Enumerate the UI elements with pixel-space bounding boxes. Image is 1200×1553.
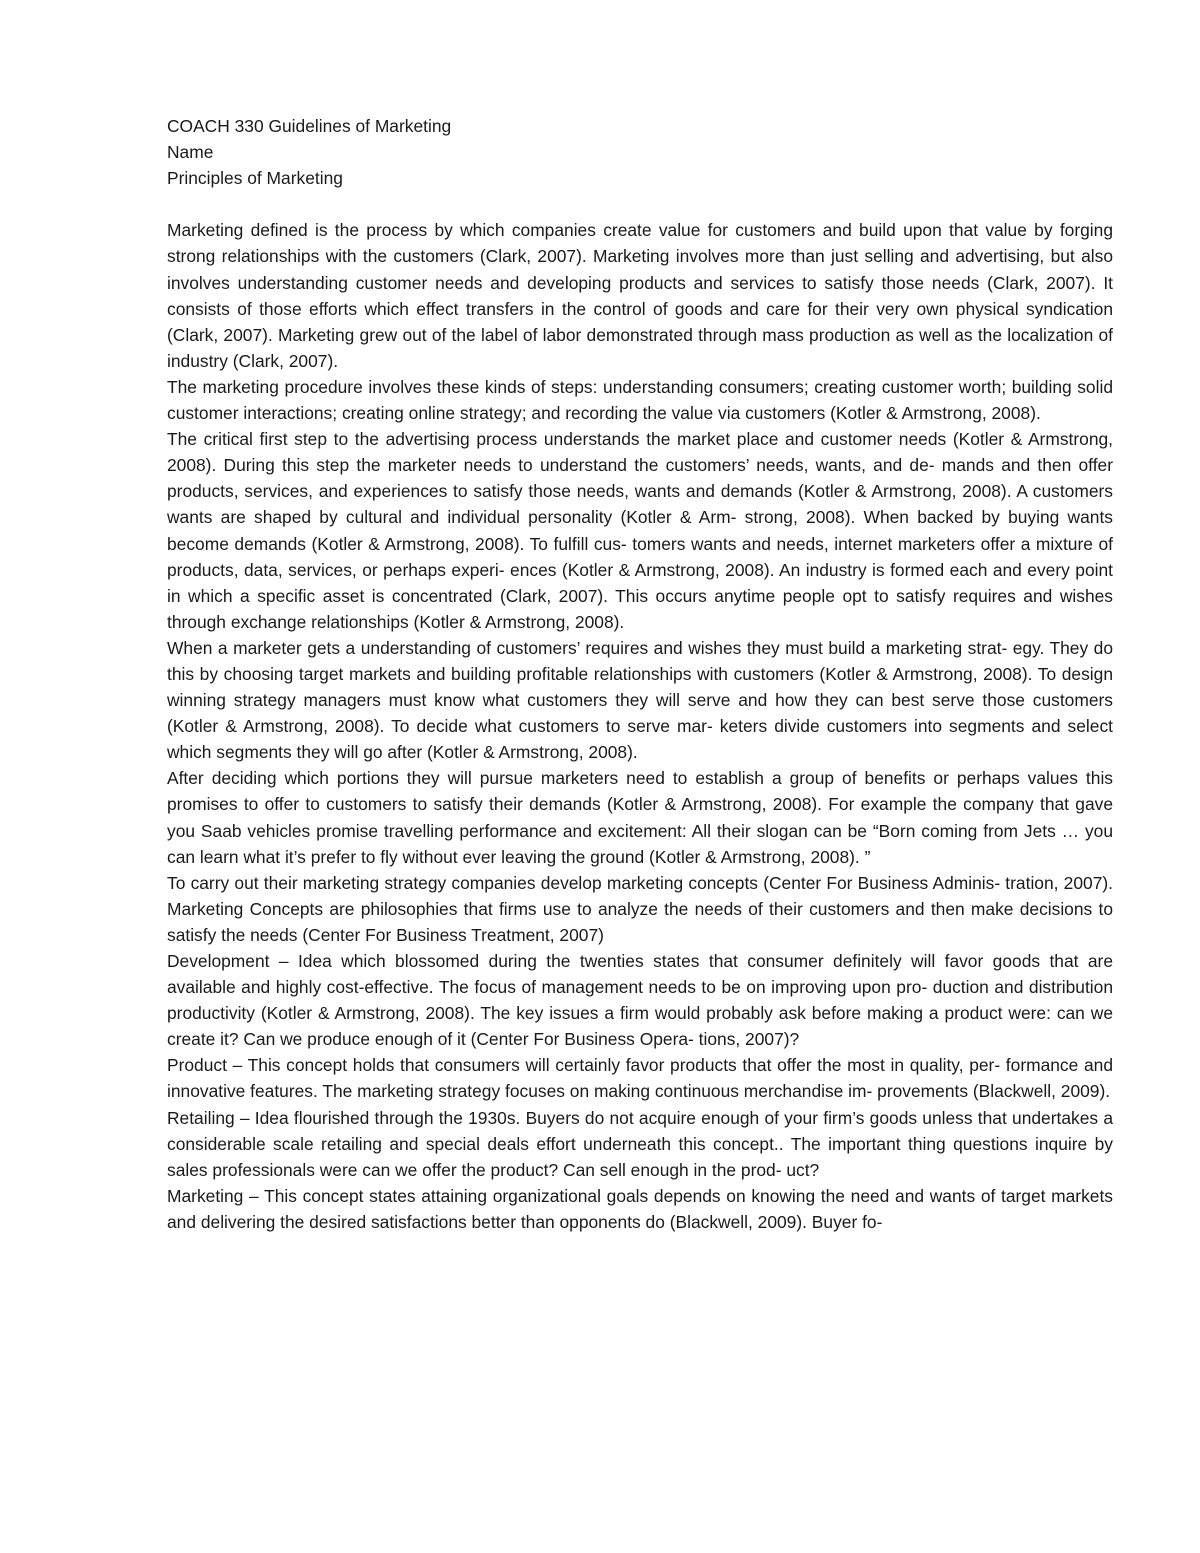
blank-line bbox=[167, 191, 1113, 217]
author-name: Name bbox=[167, 142, 214, 163]
paragraph-marketing-defined: Marketing defined is the process by which companies create value for customers and build upon that value by forging strong relationships with the customers (Clark, 2007). Marketing involves more than just selling and advertising, but also involves understanding customer needs and developing products and services to satisfy those needs (Clark, 2007). It consists of those efforts which effect transfers in the control of goods and care for their very own physical syndication (Clark, 2007). Marketing grew out of the label of labor demonstrated through mass production as well as the localization of industry (Clark, 2007). bbox=[167, 220, 1113, 371]
paragraph-first-step: The critical first step to the advertising process understands the market place and customer needs (Kotler & Armstrong, 2008). During this step the marketer needs to understand the customers’ needs, wants, and de- mands and then offer products, services, and experiences to satisfy those needs, wants and demands (Kotler & Armstrong, 2008). A customers wants are shaped by cultural and individual personality (Kotler & Arm- strong, 2008). When backed by buying wants become demands (Kotler & Armstrong, 2008). To fulfill cus- tomers wants and needs, internet marketers offer a mixture of products, data, services, or perhaps experi- ences (Kotler & Armstrong, 2008). An industry is formed each and every point in which a specific asset is concentrated (Clark, 2007). This occurs anytime people opt to satisfy requires and wishes through exchange relationships (Kotler & Armstrong, 2008). bbox=[167, 429, 1113, 632]
paragraph-marketing-procedure: The marketing procedure involves these kinds of steps: understanding consumers; creating customer worth; building solid customer interactions; creating online strategy; and recording the value via customers (Kotler & Armstrong, 2008). bbox=[167, 376, 1113, 424]
paragraph-marketing-concepts: To carry out their marketing strategy companies develop marketing concepts (Center For Business Adminis- tration, 2007). Marketing Concepts are philosophies that firms use to analyze the needs of their customers and then make decisions to satisfy the needs (Center For Business Treatment, 2007) bbox=[167, 872, 1113, 945]
paragraph-development-concept: Development – Idea which blossomed during the twenties states that consumer definitely will favor goods that are available and highly cost-effective. The focus of management needs to be on improving upon pro- duction and distribution productivity (Kotler & Armstrong, 2008). The key issues a firm would probably ask before making a product were: can we create it? Can we produce enough of it (Center For Business Opera- tions, 2007)? bbox=[167, 951, 1113, 1050]
paragraph-marketing-concept: Marketing – This concept states attaining organizational goals depends on knowing the need and wants of target markets and delivering the desired satisfactions better than opponents do (Blackwell, 2009). Buyer fo- bbox=[167, 1185, 1113, 1232]
document-title: Principles of Marketing bbox=[167, 168, 343, 189]
paragraph-retailing-concept: Retailing – Idea flourished through the 1930s. Buyers do not acquire enough of your firm’s goods unless that undertakes a considerable scale retailing and special deals effort underneath this concept.. The important thing questions inquire by sales professionals were can we offer the product? Can sell enough in the prod- uct? bbox=[167, 1107, 1113, 1180]
document-body bbox=[167, 113, 1113, 1235]
course-title: COACH 330 Guidelines of Marketing bbox=[167, 116, 452, 136]
paragraph-value-proposition: After deciding which portions they will pursue marketers need to establish a group of benefits or perhaps values this promises to offer to customers to satisfy their demands (Kotler & Armstrong, 2008). For example the company that gave you Saab vehicles promise travelling performance and excitement: All their slogan can be “Born coming from Jets … you can learn what it’s prefer to fly without ever leaving the ground (Kotler & Armstrong, 2008). ” bbox=[167, 768, 1113, 867]
paragraph-product-concept: Product – This concept holds that consumers will certainly favor products that offer the most in quality, per- formance and innovative features. The marketing strategy focuses on making continuous merchandise im- provements (Blackwell, 2009). bbox=[167, 1055, 1113, 1102]
paragraph-marketing-strategy: When a marketer gets a understanding of customers’ requires and wishes they must build a marketing strat- egy. They do this by choosing target markets and building profitable relationships with customers (Kotler & Armstrong, 2008). To design winning strategy managers must know what customers they will serve and how they can best serve those customers (Kotler & Armstrong, 2008). To decide what customers to serve mar- keters divide customers into segments and select which segments they will go after (Kotler & Armstrong, 2008). bbox=[167, 637, 1113, 763]
